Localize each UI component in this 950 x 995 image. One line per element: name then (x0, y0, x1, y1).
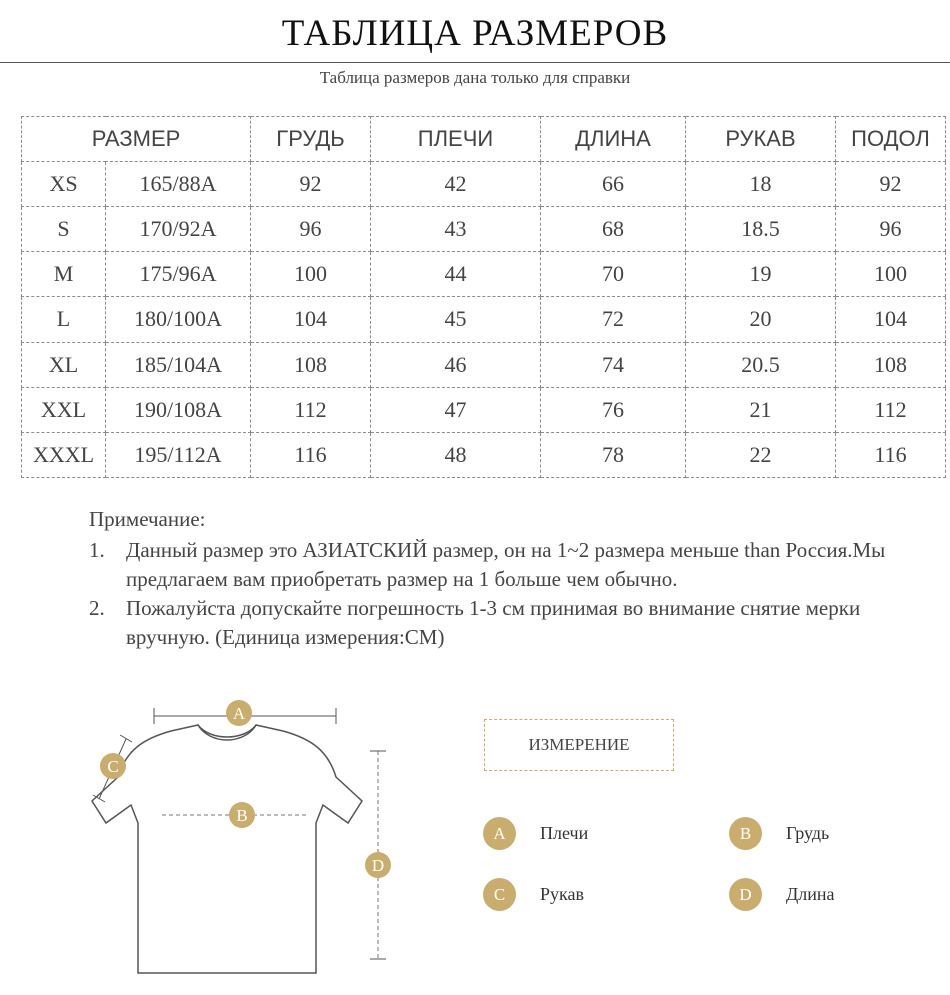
cell-length: 68 (541, 207, 686, 252)
legend-badge: D (729, 878, 762, 911)
cell-size: M (22, 252, 106, 297)
cell-hem: 108 (836, 342, 946, 387)
cell-hem: 100 (836, 252, 946, 297)
table-row (22, 387, 946, 432)
legend-item-length (729, 878, 835, 911)
title-divider (0, 62, 950, 63)
cell-code: 190/108A (106, 387, 251, 432)
cell-chest: 108 (251, 342, 371, 387)
table-row (22, 297, 946, 342)
cell-shoulders: 42 (371, 162, 541, 207)
header-length: ДЛИНА (541, 117, 686, 162)
marker-c-label: C (107, 757, 119, 776)
cell-code: 165/88A (106, 162, 251, 207)
cell-length: 70 (541, 252, 686, 297)
cell-chest: 92 (251, 162, 371, 207)
note-item (89, 594, 909, 652)
marker-d-label: D (371, 856, 385, 875)
cell-shoulders: 48 (371, 432, 541, 477)
page-title: ТАБЛИЦА РАЗМЕРОВ (281, 13, 669, 54)
table-row (22, 162, 946, 207)
cell-chest: 112 (251, 387, 371, 432)
cell-length: 74 (541, 342, 686, 387)
cell-size: XXXL (22, 432, 106, 477)
cell-hem: 112 (836, 387, 946, 432)
marker-b-label: B (236, 806, 248, 825)
cell-chest: 96 (251, 207, 371, 252)
header-hem: ПОДОЛ (836, 117, 946, 162)
cell-chest: 116 (251, 432, 371, 477)
cell-code: 175/96A (106, 252, 251, 297)
legend-label: Длина (786, 884, 835, 904)
cell-chest: 104 (251, 297, 371, 342)
tshirt-diagram (80, 695, 410, 985)
cell-code: 195/112A (106, 432, 251, 477)
cell-size: S (22, 207, 106, 252)
cell-hem: 116 (836, 432, 946, 477)
cell-code: 170/92A (106, 207, 251, 252)
marker-a-label: A (232, 704, 246, 723)
legend-badge: C (483, 878, 516, 911)
cell-size: L (22, 297, 106, 342)
table-row (22, 342, 946, 387)
tshirt-outline (92, 725, 362, 973)
cell-sleeve: 18 (686, 162, 836, 207)
legend-badge: B (729, 817, 762, 850)
table-row (22, 432, 946, 477)
size-table (21, 116, 946, 478)
note-number: 1. (89, 538, 105, 562)
cell-sleeve: 18.5 (686, 207, 836, 252)
note-text: Пожалуйста допускайте погрешность 1-3 см принимая во внимание снятие мерки вручную. (Единица измерения:CM) (126, 596, 861, 649)
cell-length: 76 (541, 387, 686, 432)
cell-length: 72 (541, 297, 686, 342)
cell-hem: 92 (836, 162, 946, 207)
header-shoulders: ПЛЕЧИ (371, 117, 541, 162)
page-subtitle: Таблица размеров дана только для справки (319, 68, 631, 87)
note-number: 2. (89, 596, 105, 620)
table-header-row (22, 117, 946, 162)
cell-code: 180/100A (106, 297, 251, 342)
legend-item-chest (729, 817, 829, 850)
note-text: Данный размер это АЗИАТСКИЙ размер, он на 1~2 размера меньше than Россия.Мы предлагаем вам приобретать размер на 1 больше чем обычно. (126, 538, 886, 591)
cell-sleeve: 21 (686, 387, 836, 432)
cell-hem: 96 (836, 207, 946, 252)
notes-heading: Примечание: (89, 507, 206, 531)
header-sleeve: РУКАВ (686, 117, 836, 162)
header-size: РАЗМЕР (22, 117, 251, 162)
legend-item-sleeve (483, 878, 584, 911)
cell-shoulders: 46 (371, 342, 541, 387)
header-chest: ГРУДЬ (251, 117, 371, 162)
cell-length: 78 (541, 432, 686, 477)
legend-badge: A (483, 817, 516, 850)
cell-shoulders: 43 (371, 207, 541, 252)
cell-chest: 100 (251, 252, 371, 297)
measurement-title-box: ИЗМЕРЕНИЕ (484, 719, 674, 771)
cell-code: 185/104A (106, 342, 251, 387)
cell-hem: 104 (836, 297, 946, 342)
legend-label: Грудь (786, 823, 830, 843)
cell-size: XL (22, 342, 106, 387)
legend-item-shoulders (483, 817, 588, 850)
cell-sleeve: 20 (686, 297, 836, 342)
cell-size: XXL (22, 387, 106, 432)
table-row (22, 207, 946, 252)
cell-sleeve: 20.5 (686, 342, 836, 387)
legend-label: Плечи (540, 823, 589, 843)
notes-section (89, 505, 909, 652)
cell-size: XS (22, 162, 106, 207)
measure-tick-c-top (120, 735, 132, 742)
table-row (22, 252, 946, 297)
cell-shoulders: 44 (371, 252, 541, 297)
cell-shoulders: 45 (371, 297, 541, 342)
cell-shoulders: 47 (371, 387, 541, 432)
cell-length: 66 (541, 162, 686, 207)
legend-label: Рукав (540, 884, 584, 904)
note-item (89, 536, 909, 594)
cell-sleeve: 22 (686, 432, 836, 477)
cell-sleeve: 19 (686, 252, 836, 297)
